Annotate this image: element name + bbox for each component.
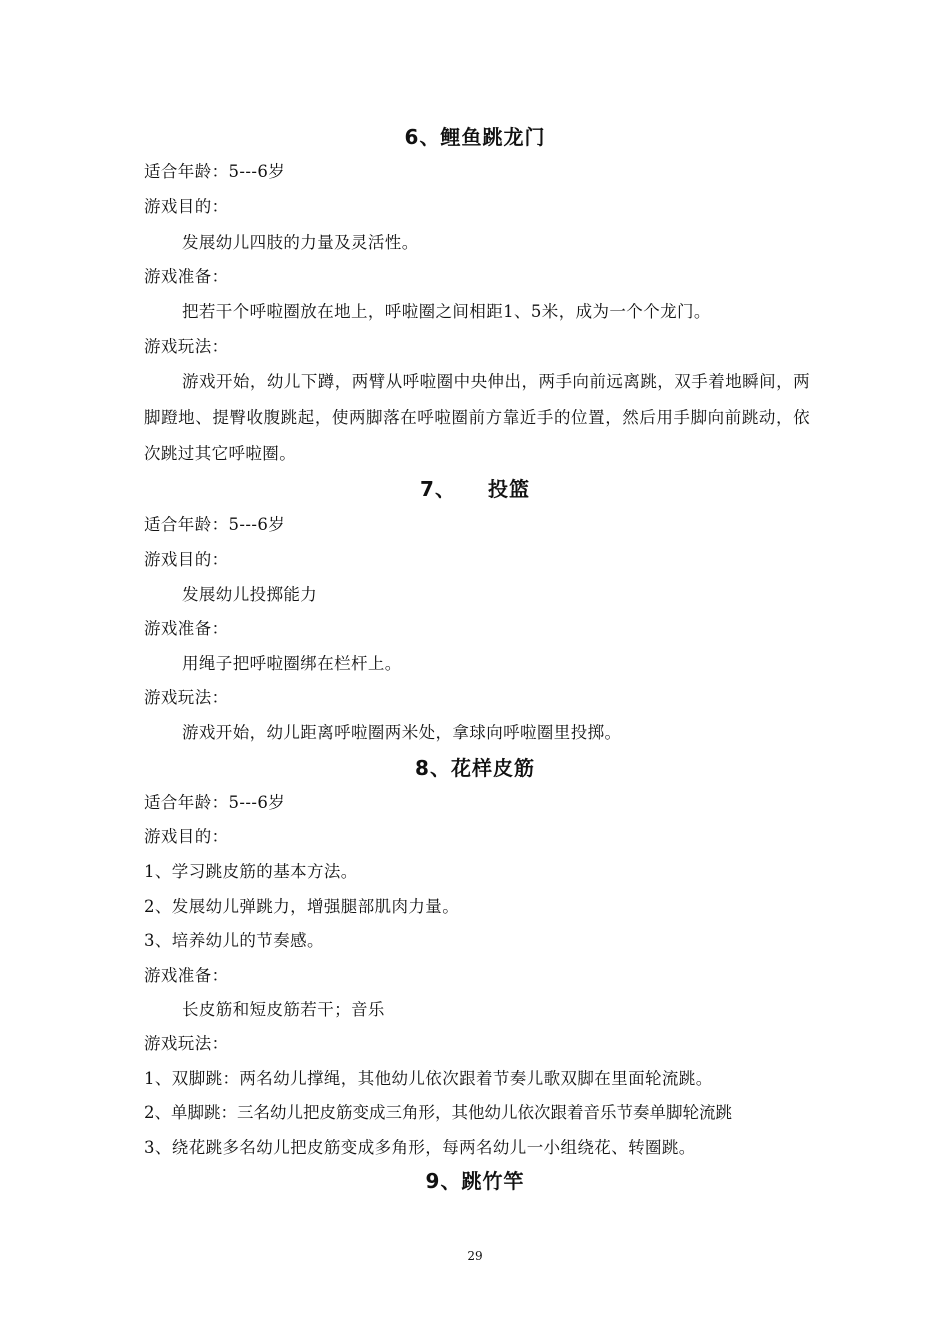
play-item: 2、单脚跳：三名幼儿把皮筋变成三角形，其他幼儿依次跟着音乐节奏单脚轮流跳 xyxy=(144,1103,732,1122)
play-label: 游戏玩法： xyxy=(144,1034,229,1053)
prep-text: 长皮筋和短皮筋若干；音乐 xyxy=(182,1000,385,1019)
play-label: 游戏玩法： xyxy=(144,337,229,356)
play-paragraph: 游戏开始，幼儿下蹲，两臂从呼啦圈中央伸出，两手向前远离跳，双手着地瞬间，两脚蹬地、提臀收腹跳起，使两脚落在呼啦圈前方靠近手的位置，然后用手脚向前跳动，依次跳过其它呼啦圈。 xyxy=(144,372,810,463)
age-line: 适合年龄：5---6岁 xyxy=(144,162,286,181)
goal-item: 3、培养幼儿的节奏感。 xyxy=(144,931,324,950)
page-number: 29 xyxy=(467,1249,483,1263)
section-title: 8、花样皮筋 xyxy=(415,756,535,780)
goal-label: 游戏目的： xyxy=(144,827,229,846)
prep-text: 用绳子把呼啦圈绑在栏杆上。 xyxy=(182,654,402,673)
prep-label: 游戏准备： xyxy=(144,966,229,985)
age-line: 适合年龄：5---6岁 xyxy=(144,793,286,812)
prep-text: 把若干个呼啦圈放在地上，呼啦圈之间相距1、5米，成为一个个龙门。 xyxy=(182,302,711,321)
section-title: 9、跳竹竿 xyxy=(425,1169,525,1193)
play-text: 游戏开始，幼儿距离呼啦圈两米处，拿球向呼啦圈里投掷。 xyxy=(182,723,622,742)
play-label: 游戏玩法： xyxy=(144,688,229,707)
play-item: 1、双脚跳：两名幼儿撑绳，其他幼儿依次跟着节奏儿歌双脚在里面轮流跳。 xyxy=(144,1069,713,1088)
goal-item: 2、发展幼儿弹跳力，增强腿部肌肉力量。 xyxy=(144,897,460,916)
section-title: 6、鲤鱼跳龙门 xyxy=(404,125,546,149)
prep-label: 游戏准备： xyxy=(144,267,229,286)
goal-label: 游戏目的： xyxy=(144,550,229,569)
goal-text: 发展幼儿四肢的力量及灵活性。 xyxy=(182,233,419,252)
section-title: 7、 投篮 xyxy=(420,477,530,501)
goal-text: 发展幼儿投掷能力 xyxy=(182,585,318,604)
play-item: 3、绕花跳多名幼儿把皮筋变成多角形，每两名幼儿一小组绕花、转圈跳。 xyxy=(144,1138,696,1157)
age-line: 适合年龄：5---6岁 xyxy=(144,515,286,534)
goal-label: 游戏目的： xyxy=(144,197,229,216)
goal-item: 1、学习跳皮筋的基本方法。 xyxy=(144,862,358,881)
prep-label: 游戏准备： xyxy=(144,619,229,638)
